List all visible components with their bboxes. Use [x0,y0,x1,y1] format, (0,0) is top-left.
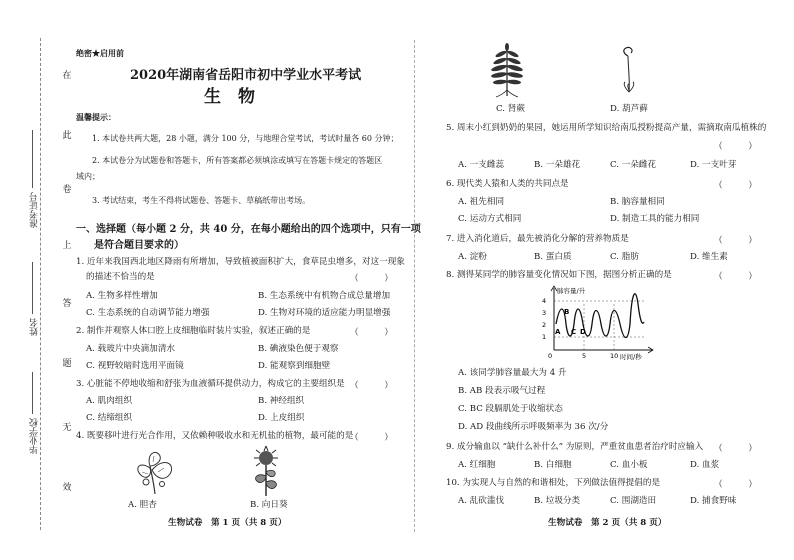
option: C. 一朵雌花 [610,160,657,170]
question-8-stem: 8. 测得某同学的肺容量变化情况如下图，据图分析正确的是 [446,270,672,280]
tip-line: 3. 考试结束，考生不得将试题卷、答题卡、草稿纸带出考场。 [92,196,311,205]
y-tick-label: 1 [542,333,547,341]
option: C. 视野较暗时选用平面镜 [86,361,184,371]
question-10-stem: 10. 为实现人与自然的和谐相处，下列做法值得提倡的是 [446,478,661,488]
section-heading: 一、选择题（每小题 2 分，共 40 分，在每小题给出的四个选项中，只有一项 [76,224,421,235]
answer-paren: （ ） [714,236,757,246]
option: D. 上皮组织 [258,413,305,423]
page-footer-left: 生物试卷 第 1 页（共 8 页） [168,518,287,528]
seal-char: 上 [62,241,72,251]
ginkgo-illustration [128,446,182,496]
field-line-school [32,372,33,414]
answer-paren: （ ） [350,274,393,284]
answer-paren: （ ） [350,328,393,338]
option: D. 制造工具的能力相同 [610,214,700,224]
y-tick-label: 4 [542,297,547,305]
question-2-stem: 2. 制作并观察人体口腔上皮细胞临时装片实验，叙述正确的是 [76,326,311,336]
tip-line: 1. 本试卷共两大题，28 小题，满分 100 分，与地理合堂考试，考试时量各 60 分钟； [92,134,399,143]
section-heading-cont: 是符合题目要求的） [94,240,184,251]
option: A. 胆杏 [128,500,157,510]
option: B. 白细胞 [534,460,572,470]
tips-heading: 温馨提示： [76,112,116,122]
answer-paren: （ ） [350,381,393,391]
page-divider [414,40,415,532]
tip-line: 2. 本试卷分为试题卷和答题卡，所有答案都必须填涂或填写在答题卡规定的答题区 [92,156,383,165]
option: B. 神经组织 [258,396,305,406]
option: D. 一支叶芽 [690,160,737,170]
option: A. 祖先相同 [458,197,505,207]
exam-title: 2020年湖南省岳阳市初中学业水平考试 [130,68,362,83]
option: A. 红细胞 [458,460,496,470]
option: C. 脂肪 [610,252,639,262]
point-label: D [580,328,586,336]
option: A. 生物多样性增加 [86,291,158,301]
question-3-stem: 3. 心脏能不停地收缩和舒张为血液循环提供动力，构成它的主要组织是 [76,379,345,389]
option: A. 淀粉 [458,252,487,262]
y-tick-label: 0 [548,352,553,360]
option: C. 血小板 [610,460,648,470]
binding-margin [0,0,72,560]
field-label-name: 姓名 [30,318,40,336]
question-4-stem: 4. 既要移叶进行光合作用，又依赖种吸收水和无机盐的植物，最可能的是 [76,431,354,441]
field-line-exam-id [32,130,33,188]
option: B. 碘液染色便于观察 [258,344,339,354]
option: B. 一朵雄花 [534,160,581,170]
subject-title: 生 物 [204,87,255,107]
option: C. 肾蕨 [496,104,525,114]
option: C. 结缔组织 [86,413,133,423]
option: A. 一支雌蕊 [458,160,505,170]
option: B. 生态系统中有机物合成总量增加 [258,291,391,301]
option: B. 向日葵 [250,500,288,510]
option: C. 围湖造田 [610,496,657,506]
answer-paren: （ ） [350,433,393,443]
y-tick-label: 2 [542,321,547,329]
field-label-school: 毕业学校 [30,418,40,454]
option: D. 能观察到细胞壁 [258,361,331,371]
seal-char: 卷 [62,185,72,195]
option: A. 肌肉组织 [86,396,133,406]
option: C. 运动方式相同 [458,214,522,224]
seal-char: 效 [62,483,72,493]
option: B. 脑容量相同 [610,197,665,207]
option: A. 该同学肺容量最大为 4 升 [458,368,567,378]
lung-volume-graph [540,284,660,362]
option: D. 维生素 [690,252,728,262]
option: D. 葫芦藓 [610,104,648,114]
option: B. 蛋白质 [534,252,572,262]
answer-paren: （ ） [714,142,757,152]
y-tick-label: 3 [542,309,547,317]
point-label: A [555,328,561,336]
sunflower-illustration [246,442,286,498]
field-label-exam-id: 准考证号 [30,192,40,228]
option: A. 载玻片中央滴加清水 [86,344,176,354]
seal-char: 此 [62,131,72,141]
answer-paren: （ ） [714,272,757,282]
x-axis-label: 时间/秒 [620,353,642,361]
point-label: B [564,308,570,316]
question-5-stem: 5. 周末小红到奶奶的果园，她运用所学知识给南瓜授粉提高产量，需摘取南瓜植株的 [446,123,767,133]
seal-char: 答 [62,299,72,309]
point-label: C [571,328,577,336]
binding-dashed-line [40,38,41,530]
question-7-stem: 7. 进入消化道后，最先被消化分解的营养物质是 [446,234,629,244]
x-tick-label: 10 [610,352,619,360]
seal-char: 题 [62,359,72,369]
option: A. 乱砍滥伐 [458,496,505,506]
option: D. 血浆 [690,460,720,470]
seal-char: 无 [62,423,72,433]
tip-line: 域内； [76,172,100,181]
answer-paren: （ ） [714,444,757,454]
option: C. 生态系统的自动调节能力增强 [86,308,210,318]
option: D. AD 段曲线所示呼吸频率为 36 次/分 [458,422,609,432]
question-9-stem: 9. 成分输血以 “缺什么补什么” 为原则，严重贫血患者治疗时应输入 [446,442,704,452]
x-tick-label: 5 [582,352,587,360]
answer-paren: （ ） [714,480,757,490]
seal-char: 在 [62,71,72,81]
confidential-mark: 绝密★启用前 [76,48,124,58]
page-footer-right: 生物试卷 第 2 页（共 8 页） [548,518,667,528]
question-1-stem: 1. 近年来我国西北地区降雨有所增加，导致植被面积扩大，食草昆虫增多，对这一现象 [76,257,405,267]
question-1-stem-cont: 的描述不恰当的是 [86,272,155,282]
option: D. 捕食野味 [690,496,737,506]
fern-illustration [490,42,524,98]
option: C. BC 段膈肌处于收缩状态 [458,404,563,414]
option: B. 垃圾分类 [534,496,581,506]
option: D. 生物对环境的适应能力明显增强 [258,308,391,318]
question-6-stem: 6. 现代类人猿和人类的共同点是 [446,179,569,189]
y-axis-label: 肺容量/升 [557,287,586,295]
answer-paren: （ ） [714,181,757,191]
field-line-name [32,262,33,314]
moss-illustration [616,44,642,94]
option: B. AB 段表示吸气过程 [458,386,546,396]
